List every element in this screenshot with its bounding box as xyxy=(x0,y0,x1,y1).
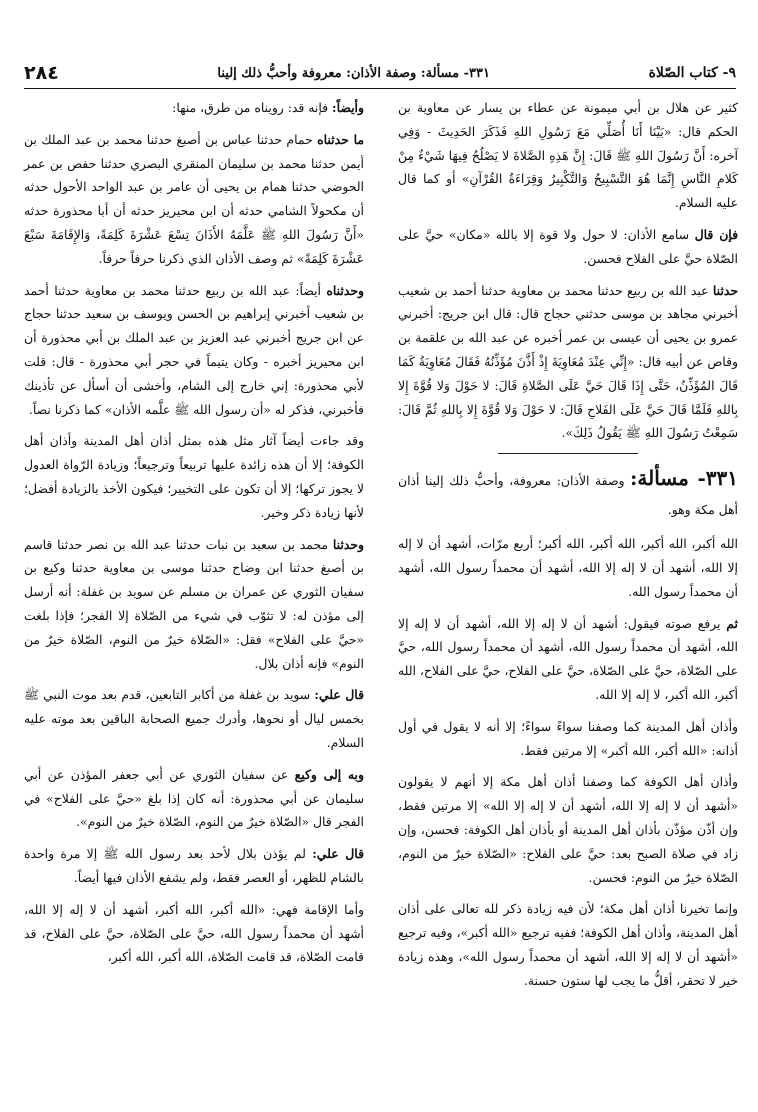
paragraph-lead: ثم xyxy=(726,615,738,631)
paragraph-lead: فإن قال xyxy=(694,226,739,242)
paragraph xyxy=(398,223,738,271)
paragraph xyxy=(24,128,364,271)
paragraph-text: وأذان أهل المدينة كما وصفنا سواءً سواءً؛ إلا أنه لا يقول في أول أذانه: «الله أكبر، الله أكبر» إلا مرتين فقط. xyxy=(398,718,738,758)
paragraph-text: وإنما تخيرنا أذان أهل مكة؛ لأن فيه زيادة ذكر لله تعالى على أذان أهل المدينة، وأذان أهل الكوفة؛ ففيه ترجيع «الله أكبر»، وفيه ترجيع «أشهد أن لا إله إلا الله، أشهد أن محمداً رسول الله»، وهذه زيادة خير لا تحقر، أقلُّ ما يجب لها ستون حسنة. xyxy=(398,901,738,988)
paragraph-text: كثير عن هلال بن أبي ميمونة عن عطاء بن يسار عن معاوية بن الحكم قال: «بَيْنَا أَنَا أُصَلِّي مَعَ رَسُولِ اللهِ فَذَكَرَ الحَدِيثَ - وَفِي آخره: أَنَّ رَسُولَ اللهِ ﷺ قَالَ: إِنَّ هَذِهِ الصَّلاةَ لا يَصْلُحُ فِيهَا شَيْءٌ مِنْ كَلامِ النَّاسِ إِنَّمَا هُوَ التَّسْبِيحُ وَالتَّكْبِيرُ وَقِرَاءَةُ القُرْآنِ» أو كما قال عليه السلام. xyxy=(398,100,738,211)
paragraph-lead: حدثنا xyxy=(712,282,738,298)
paragraph-text: الله أكبر، الله أكبر، الله أكبر، الله أكبر؛ أربع مرّات، أشهد أن لا إله إلا الله، أشهد أن لا إله إلا الله، أشهد أن محمداً رسول الله، أشهد أن محمداً رسول الله. xyxy=(398,536,738,599)
section-divider xyxy=(498,453,638,454)
paragraph-lead: قال علي: xyxy=(312,846,364,862)
section-heading xyxy=(398,464,738,524)
left-column xyxy=(24,96,364,977)
paragraph xyxy=(24,96,364,120)
paragraph xyxy=(24,898,364,969)
paragraph-text: وأما الإقامة فهي: «الله أكبر، الله أكبر، أشهد أن لا إله إلا الله، أشهد أن محمداً رسول الله، حيَّ على الصّلاة، حيَّ على الفلاح، قد قامت الصّلاة، قد قامت الصّلاة، الله أكبر، الله أكبر، xyxy=(24,901,364,965)
paragraph-text: لم يؤذن بلال لأحد بعد رسول الله ﷺ إلا مرة واحدة بالشام للظهر، أو العصر فقط، ولم يشفع الأذان فيها أيضاً. xyxy=(24,846,364,885)
right-column xyxy=(398,96,738,1001)
header-rule xyxy=(24,88,736,89)
paragraph-text: أيضاً: عبد الله بن ربيع حدثنا محمد بن معاوية حدثنا أحمد بن شعيب أخبرني إبراهيم بن الحسن ويوسف بن سعيد حدثنا حجاج عن ابن جريج أخبرني عبد العزيز بن عبد الملك بن أبي محذورة أن ابن محيريز أخبره - وكان يتيماً في حجر أبي محذورة - قال: قلت لأبي محذورة: إني خارج إلى الشام، وأخشى أن أسأل عن تأذينك فأخبرني، فذكر له «أن رسول الله ﷺ علَّمه الأذان» كما ذكرنا نصاً. xyxy=(24,282,364,417)
paragraph-lead: وحدثنا xyxy=(332,536,364,552)
paragraph xyxy=(398,897,738,992)
section-number: ٣٣١- مسألة: xyxy=(630,466,738,491)
paragraph-text: وقد جاءت أيضاً آثار مثل هذه بمثل أذان أهل المدينة وأذان أهل الكوفة؛ إلا أن هذه زائدة عليها تربيعاً وترجيعاً؛ وزيادة الرّواة العدول لا يجوز تركها؛ إلا أن تكون على التخيير؛ فيكون الأخذ بالزيادة أفضل؛ لأنها زيادة ذكر وخير. xyxy=(24,433,364,520)
paragraph-text: سامع الأذان: لا حول ولا قوة إلا بالله «مكان» حيَّ على الصّلاة حيَّ على الفلاح فحسن. xyxy=(398,226,738,266)
paragraph-lead: وبه إلى وكيع xyxy=(294,766,364,782)
chapter-title: ٣٣١- مسألة: وصفة الأذان: معروفة وأحبُّ ذلك إلينا xyxy=(217,65,490,81)
paragraph-text: وأذان أهل الكوفة كما وصفنا أذان أهل مكة إلا أنهم لا يقولون «أشهد أن لا إله إلا الله، أشهد أن لا إله إلا الله» إلا مرتين فقط، وإن أذّن مؤذّن بأذان أهل المدينة أو بأذان أهل الكوفة: فحسن، وإن زاد في صلاة الصبح بعد: حيَّ على الفلاح: «الصّلاة خيرٌ من النوم، الصّلاة خيرٌ من النوم: فحسن. xyxy=(398,774,738,885)
paragraph xyxy=(24,763,364,834)
paragraph-lead: ما حدثناه xyxy=(317,131,364,147)
paragraph-lead: قال علي: xyxy=(314,687,364,703)
paragraph xyxy=(398,612,738,707)
paragraph-text: سويد بن غفلة من أكابر التابعين، قدم بعد موت النبي ﷺ بخمس ليال أو نحوها، وأدرك جميع الصحابة الباقين بعد موته عليه السلام. xyxy=(24,687,364,750)
paragraph-text: حمام حدثنا عباس بن أصبغ حدثنا محمد بن عبد الملك بن أيمن حدثنا محمد بن سليمان المنقري البصري حدثنا حفص بن عمر الحوضي حدثنا همام بن يحيى أن عامر بن عبد الواحد الأحول حدثه أن مكحولاً الشامي حدثه أن ابن محيريز حدثه أن أبا محذورة حدثه «أَنَّ رَسُولَ اللهِ ﷺ عَلَّمَهُ الأَذَانَ تِسْعَ عَشْرَةَ كَلِمَةً، وَالإِقَامَةَ سَبْعَ عَشْرَةَ كَلِمَةً» ثم وصف الأذان الذي ذكرنا حرفاً حرفاً. xyxy=(24,131,364,266)
paragraph xyxy=(24,533,364,676)
paragraph-text: عن سفيان الثوري عن أبي جعفر المؤذن عن أبي سليمان عن أبي محذورة: أنه كان إذا بلغ «حيَّ على الفلاح» في الفجر قال «الصّلاة خيرٌ من النوم، الصّلاة خيرٌ من النوم». xyxy=(24,766,364,830)
paragraph xyxy=(24,842,364,890)
page-header xyxy=(24,60,736,86)
paragraph-text: محمد بن سعيد بن نبات حدثنا عبد الله بن نصر حدثنا قاسم بن أصبغ حدثنا ابن وضاح حدثنا موسى بن معاوية حدثنا وكيع بن سفيان الثوري عن عمران بن مسلم عن سويد بن غفلة: أنه أرسل إلى مؤذن له: لا تثوّب في شيء من الصّلاة إلا الفجر؛ فإذا بلغت «حيَّ على الفلاح» فقل: «الصّلاة خيرٌ من النوم، الصّلاة خيرٌ من النوم» فإنه أذان بلال. xyxy=(24,536,364,671)
paragraph xyxy=(398,770,738,889)
section-title: وصفة الأذان: معروفة، وأحبُّ ذلك إلينا أذان أهل مكة وهو. xyxy=(398,473,738,518)
paragraph-text: عبد الله بن ربيع حدثنا محمد بن معاوية حدثنا أحمد بن شعيب أخبرني مجاهد بن موسى حدثني حجاج قال: قال ابن جريج: أخبرني عمرو بن يحيى أن عيسى بن عمر أخبره عن عبد الله بن علقمة بن وقاص عن أبيه قال: «إِنِّي عِنْدَ مُعَاوِيَةَ إِذْ أَذَّنَ مُؤَذِّنُهُ فَقَالَ مُعَاوِيَةُ كَمَا قَالَ المُؤَذِّنُ، حَتَّى إِذَا قَالَ حَيَّ عَلَى الصَّلاةِ قَالَ: لا حَوْلَ وَلا قُوَّةَ إِلا بِاللهِ فَلَمَّا قَالَ حَيَّ عَلَى الفَلاحِ قَالَ: لا حَوْلَ وَلا قُوَّةَ إِلا بِاللهِ ثُمَّ قَالَ: سَمِعْتُ رَسُولَ اللهِ ﷺ يَقُولُ ذَلِكَ». xyxy=(398,282,738,441)
paragraph xyxy=(398,532,738,603)
paragraph xyxy=(24,429,364,524)
paragraph xyxy=(398,279,738,446)
paragraph xyxy=(398,715,738,763)
paragraph-text: فإنه قد: رويناه من طرق، منها: xyxy=(172,100,333,115)
paragraph xyxy=(24,279,364,422)
paragraph xyxy=(398,96,738,215)
page-number: ٢٨٤ xyxy=(24,62,59,84)
book-title: ٩- كتاب الصّلاة xyxy=(648,65,736,81)
paragraph-lead: وحدثناه xyxy=(326,282,364,298)
paragraph-text: يرفع صوته فيقول: أشهد أن لا إله إلا الله، أشهد أن لا إله إلا الله، أشهد أن محمداً رسول الله، أشهد أن محمداً رسول الله، حيَّ على الصّلاة، حيَّ على الصّلاة، حيَّ على الفلاح، حيَّ على الفلاح، الله أكبر، الله أكبر، لا إله إلا الله. xyxy=(398,615,738,702)
paragraph xyxy=(24,683,364,754)
paragraph-lead: وأيضاً: xyxy=(332,100,364,115)
